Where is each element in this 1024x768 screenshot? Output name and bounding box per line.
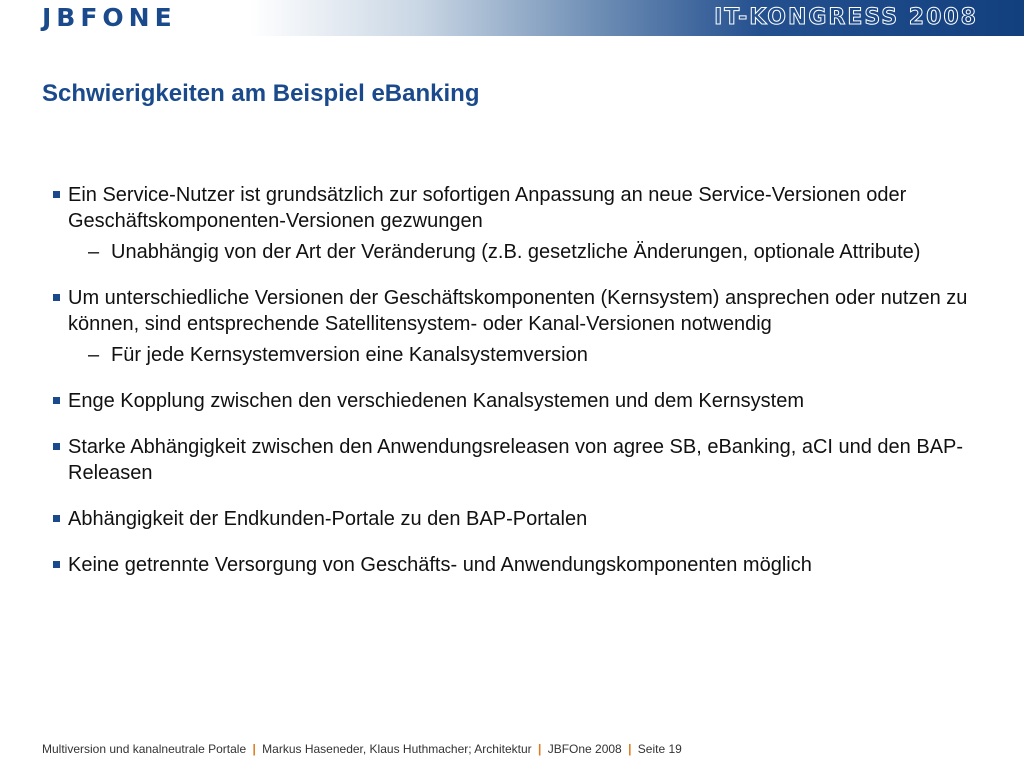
slide-footer <box>42 742 682 756</box>
sub-bullet-text: Für jede Kernsystemversion eine Kanalsystemversion <box>111 344 588 366</box>
jbfone-logo: JBFONE <box>42 3 177 32</box>
bullet-text: Um unterschiedliche Versionen der Geschäftskomponenten (Kernsystem) ansprechen oder nutzen zu können, sind entsprechende Satellitensystem- oder Kanal-Versionen notwendig <box>68 287 968 335</box>
bullet-list <box>50 182 990 598</box>
bullet-item <box>50 285 990 368</box>
square-bullet-icon <box>53 561 60 568</box>
bullet-text: Starke Abhängigkeit zwischen den Anwendungsreleasen von agree SB, eBanking, aCI und den BAP-Releasen <box>68 436 964 484</box>
bullet-text: Keine getrennte Versorgung von Geschäfts- und Anwendungskomponenten möglich <box>68 554 812 576</box>
bullet-text: Abhängigkeit der Endkunden-Portale zu den BAP-Portalen <box>68 508 588 530</box>
slide-title: Schwierigkeiten am Beispiel eBanking <box>42 80 480 107</box>
footer-page-number: Seite 19 <box>637 742 682 756</box>
sub-bullet-item <box>68 239 990 265</box>
bullet-text: Enge Kopplung zwischen den verschiedenen Kanalsystemen und dem Kernsystem <box>68 390 804 412</box>
sub-bullet-text: Unabhängig von der Art der Veränderung (z.B. gesetzliche Änderungen, optionale Attribute) <box>111 241 921 263</box>
square-bullet-icon <box>53 191 60 198</box>
square-bullet-icon <box>53 397 60 404</box>
footer-authors: Markus Haseneder, Klaus Huthmacher; Architektur <box>262 742 532 756</box>
bullet-item <box>50 182 990 265</box>
dash-bullet-icon: – <box>88 344 100 366</box>
footer-separator: | <box>537 742 542 756</box>
bullet-item <box>50 506 990 532</box>
footer-separator: | <box>628 742 632 756</box>
dash-bullet-icon: – <box>88 241 100 263</box>
square-bullet-icon <box>53 443 60 450</box>
square-bullet-icon <box>53 294 60 301</box>
footer-event: JBFOne 2008 <box>547 742 622 756</box>
bullet-item <box>50 552 990 578</box>
congress-label: IT-KONGRESS 2008 <box>714 5 978 30</box>
footer-separator: | <box>252 742 256 756</box>
square-bullet-icon <box>53 515 60 522</box>
bullet-item <box>50 388 990 414</box>
sub-bullet-item <box>68 342 990 368</box>
bullet-item <box>50 434 990 486</box>
bullet-text: Ein Service-Nutzer ist grundsätzlich zur sofortigen Anpassung an neue Service-Versionen oder Geschäftskomponenten-Versionen gezwungen <box>68 184 907 232</box>
header-banner <box>0 0 1024 36</box>
footer-topic: Multiversion und kanalneutrale Portale <box>42 742 247 756</box>
